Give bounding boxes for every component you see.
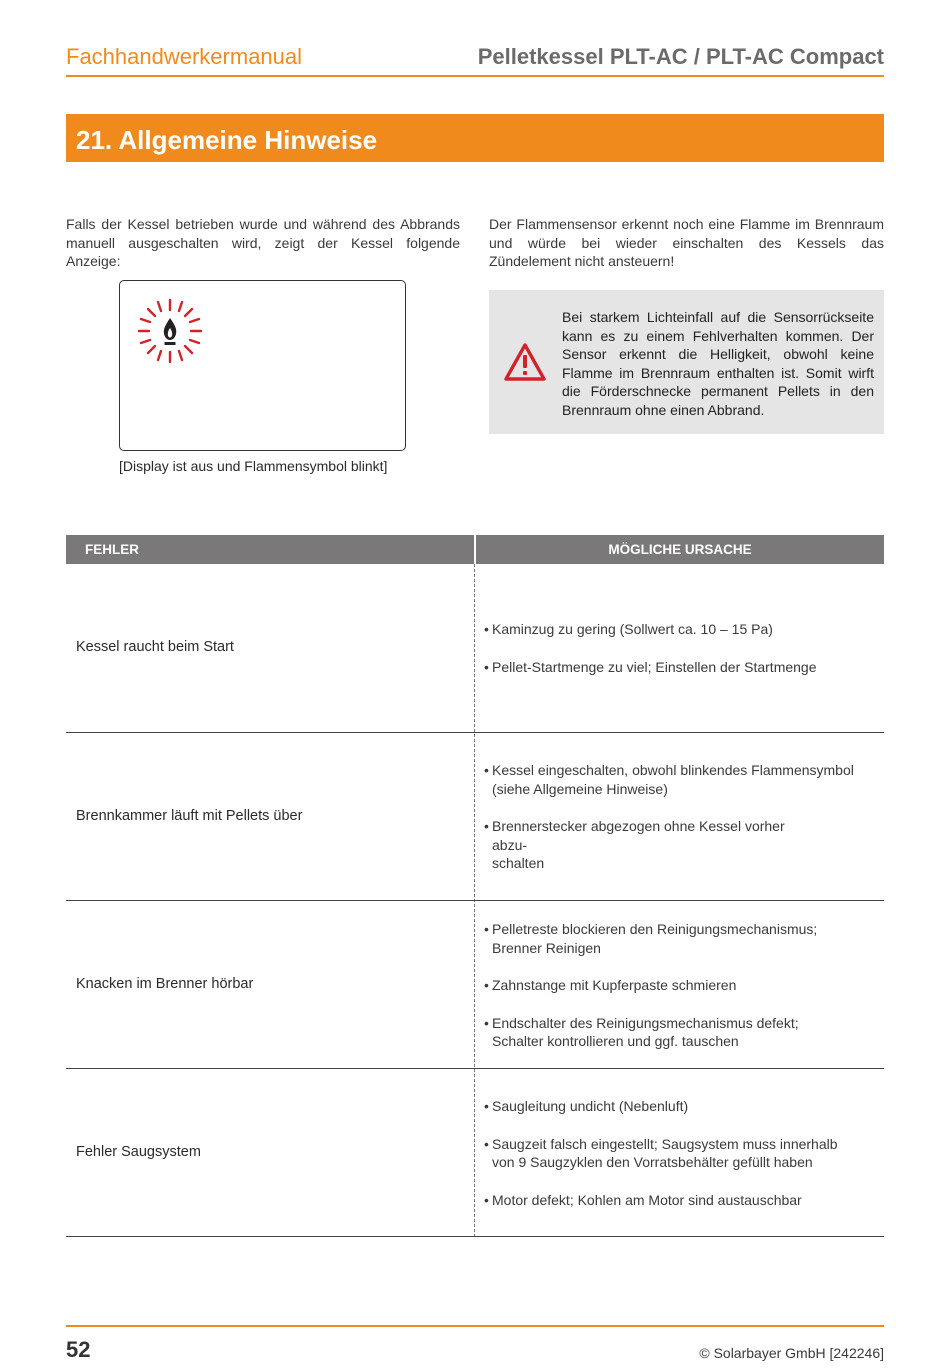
cause-item: • Kessel eingeschalten, obwohl blinkendes Flammensymbol (siehe Allgemeine Hinweise) <box>484 762 854 797</box>
section-title-bar <box>66 114 884 162</box>
cause-item: • Endschalter des Reinigungsmechanismus defekt; Schalter kontrollieren und ggf. tauschen <box>484 1014 799 1049</box>
error-label: Knacken im Brenner hörbar <box>76 976 254 992</box>
cause-list <box>484 920 880 1070</box>
row-divider <box>66 1236 884 1237</box>
error-label: Kessel raucht beim Start <box>76 639 234 655</box>
table-row <box>66 901 884 1069</box>
cause-item: • Pellet-Startmenge zu viel; Einstellen der Startmenge <box>484 658 817 675</box>
cause-item: • Brennerstecker abgezogen ohne Kessel vorher abzu- schalten <box>484 818 785 871</box>
cause-list <box>484 1097 880 1228</box>
cause-list <box>484 761 880 892</box>
page-number: 52 <box>66 1337 91 1362</box>
table-row <box>66 733 884 901</box>
cause-item: • Saugleitung undicht (Nebenluft) <box>484 1098 689 1114</box>
table-header-error <box>66 535 474 564</box>
footer-divider <box>66 1325 884 1327</box>
boiler-display <box>119 280 406 451</box>
header-manual-title: Fachhandwerkermanual <box>66 44 303 69</box>
warning-box <box>489 290 884 434</box>
intro-right-paragraph: Der Flammensensor erkennt noch eine Flamme im Brennraum und würde bei wieder einschalten des Kessels das Zündelement nicht ansteuern! <box>489 216 884 269</box>
table-header-cause <box>476 535 884 564</box>
cause-item: • Saugzeit falsch eingestellt; Saugsystem muss innerhalb von 9 Saugzyklen den Vorratsbehälter gefüllt haben <box>484 1135 838 1170</box>
header-divider <box>66 75 884 77</box>
blinking-flame-icon <box>136 297 204 365</box>
warning-text: Bei starkem Lichteinfall auf die Sensorrückseite kann es zu einem Fehlverhalten kommen. Der Sensor erkennt die Helligkeit, obwohl keine Flamme im Brennraum enthalten ist. Somit wirft die Förderschnecke permanent Pellets in den Brennraum ohne einen Abbrand. <box>562 309 874 418</box>
cause-list <box>484 620 880 695</box>
header-product-title: Pelletkessel PLT-AC / PLT-AC Compact <box>477 44 884 69</box>
cause-item: • Zahnstange mit Kupferpaste schmieren <box>484 977 737 993</box>
cause-item: • Motor defekt; Kohlen am Motor sind austauschbar <box>484 1191 802 1208</box>
table-row <box>66 564 884 732</box>
error-label: Fehler Saugsystem <box>76 1144 201 1160</box>
table-header-cause-label: MÖGLICHE URSACHE <box>608 542 752 557</box>
section-title: 21. Allgemeine Hinweise <box>76 125 378 155</box>
copyright: © Solarbayer GmbH [242246] <box>699 1345 884 1361</box>
error-label: Brennkammer läuft mit Pellets über <box>76 808 303 824</box>
cause-item: • Kaminzug zu gering (Sollwert ca. 10 – 15 Pa) <box>484 621 773 637</box>
table-row <box>66 1069 884 1237</box>
warning-triangle-icon <box>503 342 547 382</box>
cause-item: • Pelletreste blockieren den Reinigungsmechanismus; Brenner Reinigen <box>484 921 818 956</box>
intro-left-paragraph: Falls der Kessel betrieben wurde und während des Abbrands manuell ausgeschalten wird, zeigt der Kessel folgende Anzeige: <box>66 216 460 269</box>
display-caption: [Display ist aus und Flammensymbol blinkt] <box>119 458 388 474</box>
table-header-error-label: FEHLER <box>85 542 139 557</box>
